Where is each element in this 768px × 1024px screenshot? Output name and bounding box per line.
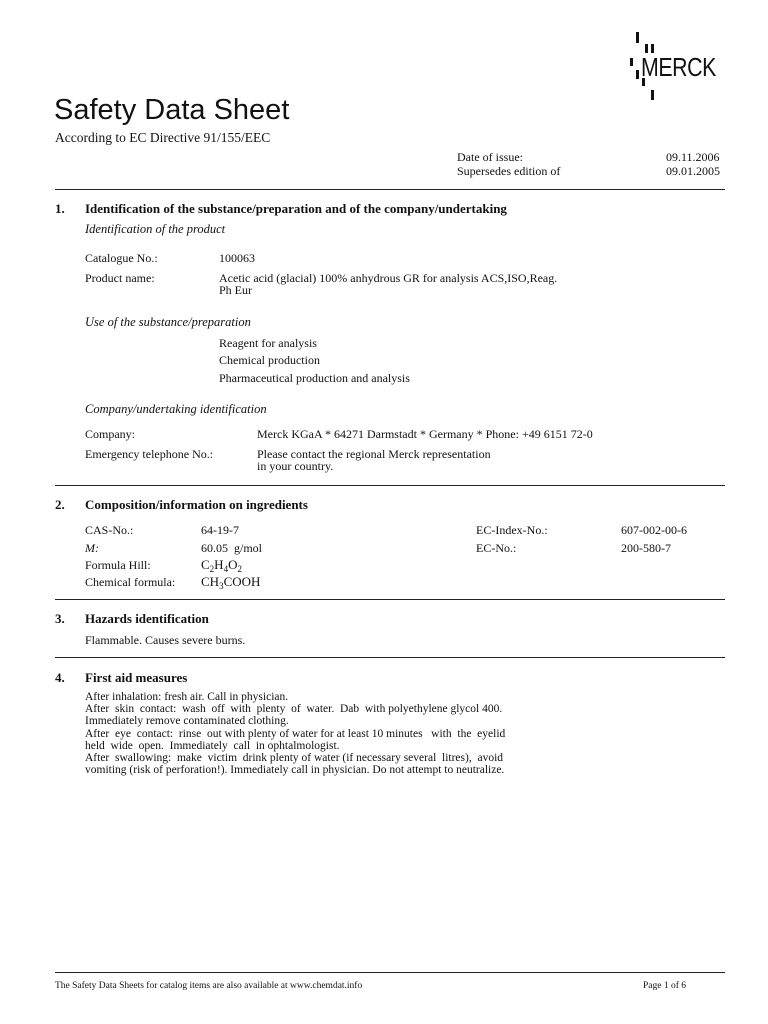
section-4-number: 4. (55, 670, 65, 685)
date-of-issue-label: Date of issue: (457, 150, 523, 164)
logo-bar (651, 90, 654, 100)
section-1-number: 1. (55, 201, 65, 216)
logo-bar (636, 32, 639, 43)
logo-text: MERCK (641, 52, 716, 82)
divider (55, 189, 725, 190)
footer-note: The Safety Data Sheets for catalog items are also available at www.chemdat.info (55, 981, 363, 991)
supersedes-value: 09.01.2005 (666, 164, 720, 178)
formula-subscript: 2 (209, 564, 215, 574)
emergency-value-line2: in your country. (257, 459, 334, 473)
chemical-formula-value (201, 574, 260, 590)
first-aid-line: After swallowing: make victim drink plenty of water (if necessary several litres), avoid (85, 752, 504, 765)
use-item: Pharmaceutical production and analysis (219, 371, 410, 385)
divider (55, 657, 725, 658)
section-3-title: Hazards identification (85, 611, 209, 626)
use-item: Reagent for analysis (219, 336, 317, 350)
molar-mass-label: M: (85, 541, 99, 555)
use-item: Chemical production (219, 353, 320, 367)
product-value-line1: Acetic acid (glacial) 100% anhydrous GR for analysis ACS,ISO,Reag. (219, 271, 558, 285)
cas-value: 64-19-7 (201, 523, 239, 537)
hazards-text: Flammable. Causes severe burns. (85, 633, 246, 647)
ec-no-value: 200-580-7 (621, 541, 671, 555)
first-aid-line: held wide open. Immediately call in ophtalmologist. (85, 739, 340, 752)
ec-index-value: 607-002-00-6 (621, 523, 687, 537)
formula-subscript: 3 (219, 581, 224, 591)
page-subtitle: According to EC Directive 91/155/EEC (55, 130, 271, 145)
first-aid-text (85, 691, 565, 776)
first-aid-line: After eye contact: rinse out with plenty of water for at least 10 minutes with the eyelid (85, 727, 506, 740)
formula-hill-label: Formula Hill: (85, 558, 151, 572)
supersedes-label: Supersedes edition of (457, 164, 561, 178)
section-3-number: 3. (55, 611, 65, 626)
formula-part: COOH (223, 574, 261, 589)
formula-subscript: 4 (223, 564, 229, 574)
page-number: Page 1 of 6 (643, 981, 687, 991)
first-aid-line: Immediately remove contaminated clothing. (85, 715, 289, 728)
emergency-label: Emergency telephone No.: (85, 447, 214, 461)
ec-index-label: EC-Index-No.: (476, 523, 548, 537)
formula-part: C (201, 557, 210, 572)
section-2-number: 2. (55, 497, 65, 512)
emergency-value-line1: Please contact the regional Merck representation (257, 447, 491, 461)
divider (55, 599, 725, 600)
formula-part: CH (201, 574, 220, 589)
ec-no-label: EC-No.: (476, 541, 517, 555)
section-4-title: First aid measures (85, 670, 188, 685)
first-aid-line: vomiting (risk of perforation!). Immediately call in physician. Do not attempt to neutralize. (85, 764, 505, 777)
product-subhead: Identification of the product (85, 222, 226, 236)
company-subhead: Company/undertaking identification (85, 402, 267, 416)
formula-hill-value (201, 557, 242, 573)
use-subhead: Use of the substance/preparation (85, 315, 251, 329)
section-1-title: Identification of the substance/preparation and of the company/undertaking (85, 201, 507, 216)
catalogue-label: Catalogue No.: (85, 251, 158, 265)
first-aid-line: After inhalation: fresh air. Call in physician. (85, 691, 289, 703)
section-2-title: Composition/information on ingredients (85, 497, 308, 512)
molar-mass-value: 60.05 g/mol (201, 541, 263, 555)
product-value-line2: Ph Eur (219, 283, 252, 297)
company-value: Merck KGaA * 64271 Darmstadt * Germany * Phone: +49 6151 72-0 (257, 427, 593, 441)
formula-part: H (214, 557, 224, 572)
formula-part: O (228, 557, 238, 572)
divider (55, 485, 725, 486)
logo-bar (630, 58, 633, 66)
chemical-formula-label: Chemical formula: (85, 575, 176, 589)
first-aid-line: After skin contact: wash off with plenty of water. Dab with polyethylene glycol 400. (85, 703, 503, 716)
formula-subscript: 2 (237, 564, 242, 574)
footer-divider (55, 972, 725, 973)
page-title: Safety Data Sheet (54, 94, 290, 126)
cas-label: CAS-No.: (85, 523, 134, 537)
company-label: Company: (85, 427, 135, 441)
catalogue-value: 100063 (219, 251, 255, 265)
logo-bar (636, 70, 639, 79)
product-label: Product name: (85, 271, 155, 285)
date-of-issue-value: 09.11.2006 (666, 150, 720, 164)
